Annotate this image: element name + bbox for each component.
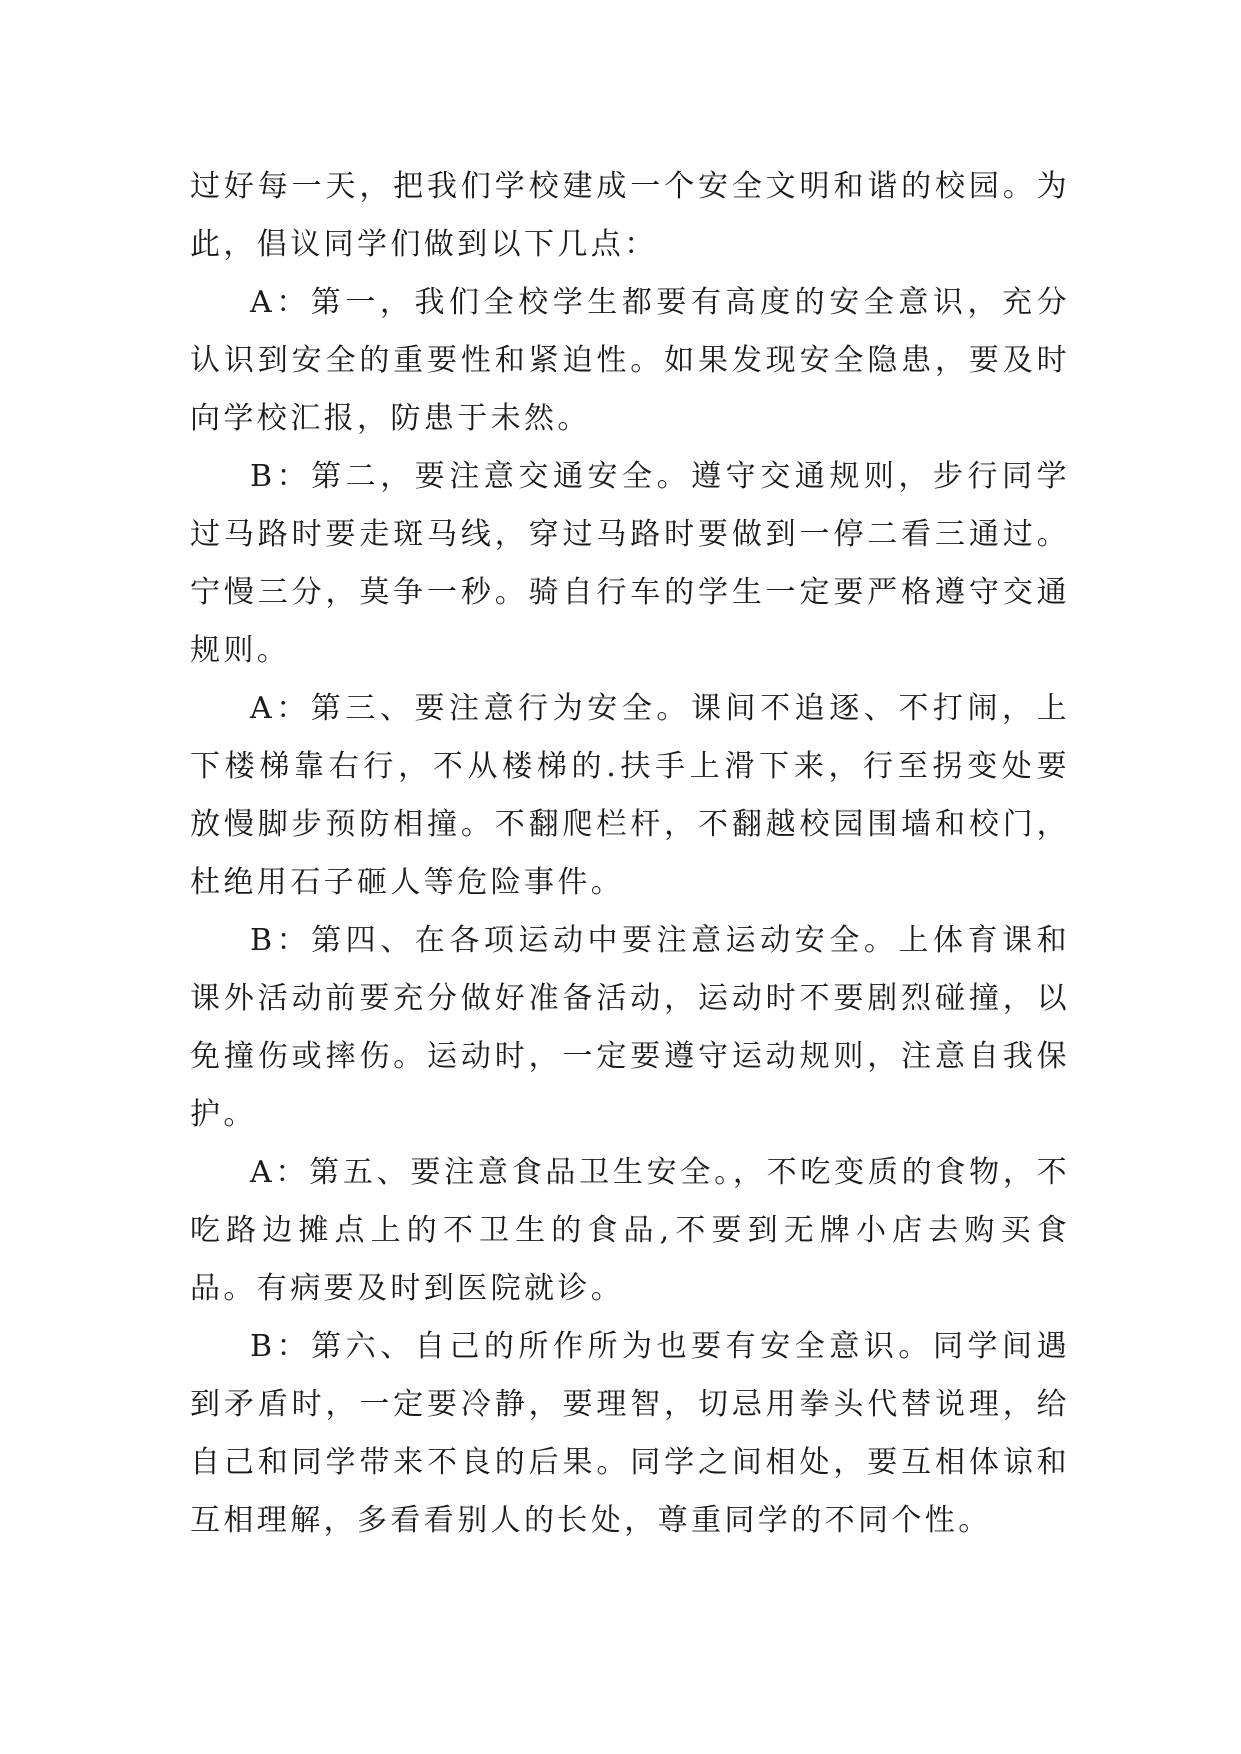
paragraph-point-4: B：第四、在各项运动中要注意运动安全。上体育课和课外活动前要充分做好准备活动，运动时不要剧烈碰撞，以免撞伤或摔伤。运动时，一定要遵守运动规则，注意自我保护。 [190,923,1070,1132]
paragraph-point-6: B：第六、自己的所作所为也要有安全意识。同学间遇到矛盾时，一定要冷静，要理智，切忌用拳头代替说理，给自己和同学带来不良的后果。同学之间相处，要互相体谅和互相理解，多看看别人的长处，尊重同学的不同个性。 [190,1329,1070,1538]
paragraph-point-5: A：第五、要注意食品卫生安全。，不吃变质的食物，不吃路边摊点上的不卫生的食品,不要到无牌小店去购买食品。有病要及时到医院就诊。 [190,1155,1070,1306]
paragraph-point-1: A：第一，我们全校学生都要有高度的安全意识，充分认识到安全的重要性和紧迫性。如果发现安全隐患，要及时向学校汇报，防患于未然。 [190,285,1070,436]
paragraph-point-2: B：第二，要注意交通安全。遵守交通规则，步行同学过马路时要走斑马线，穿过马路时要做到一停二看三通过。宁慢三分，莫争一秒。骑自行车的学生一定要严格遵守交通规则。 [190,459,1070,668]
document-body [190,158,1070,1550]
paragraph-intro: 过好每一天，把我们学校建成一个安全文明和谐的校园。为此，倡议同学们做到以下几点： [190,169,1070,262]
paragraph-point-3: A：第三、要注意行为安全。课间不追逐、不打闹，上下楼梯靠右行，不从楼梯的.扶手上滑下来，行至拐变处要放慢脚步预防相撞。不翻爬栏杆，不翻越校园围墙和校门，杜绝用石子砸人等危险事件。 [190,691,1070,900]
